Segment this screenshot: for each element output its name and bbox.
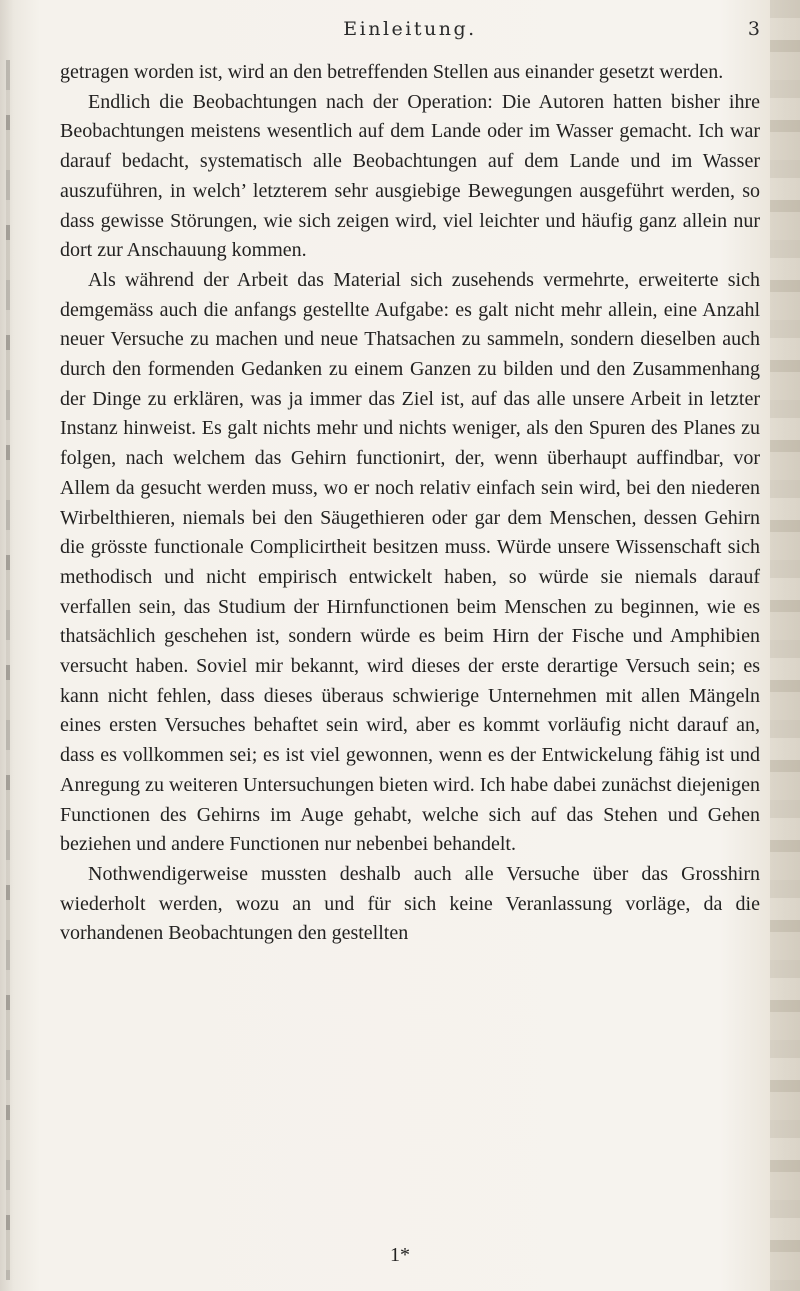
paragraph-3: Als während der Arbeit das Material sich zusehends vermehrte, erweiterte sich demgemäss auch die anfangs gestellte Aufgabe: es galt nicht mehr allein, eine Anzahl neuer Versuche zu machen und neue Thatsachen zu sammeln, sondern dieselben auch durch den formenden Gedanken zu einem Ganzen zu bilden und den Zusammenhang der Dinge zu erklären, was ja immer das Ziel ist, auf das alle unsere Arbeit in letzter Instanz hinweist. Es galt nichts mehr und nichts weniger, als den Spuren des Planes zu folgen, nach welchem das Gehirn functionirt, der, wenn überhaupt auffindbar, vor Allem da gesucht werden muss, wo er noch relativ einfach sein wird, bei den niederen Wirbelthieren, niemals bei den Säugethieren oder gar dem Menschen, dessen Gehirn die grösste functionale Complicirtheit besitzen muss. Würde unsere Wissenschaft sich methodisch und nicht empirisch entwickelt haben, so würde sie niemals darauf verfallen sein, das Studium der Hirnfunctionen beim Menschen zu beginnen, wie es thatsächlich geschehen ist, sondern würde es beim Hirn der Fische und Amphibien versucht haben. Soviel mir bekannt, wird dieses der erste derartige Versuch sein; es kann nicht fehlen, dass dieses überaus schwierige Unternehmen mit allen Mängeln eines ersten Versuches behaftet sein wird, aber es kommt vorläufig nicht darauf an, dass es vollkommen sei; es ist viel gewonnen, wenn es der Entwickelung fähig ist und Anregung zu weiteren Untersuchungen bieten wird. Ich habe dabei zunächst diejenigen Functionen des Gehirns im Auge gehabt, welche sich auf das Stehen und Gehen beziehen und andere Functionen nur nebenbei behandelt.	[60, 268, 760, 856]
page-edge-right	[770, 0, 800, 1291]
running-title: Einleitung.	[343, 18, 477, 40]
body-text	[60, 58, 760, 949]
binding-gutter-left	[6, 60, 10, 1280]
paragraph-2: Endlich die Beobachtungen nach der Operation: Die Autoren hatten bisher ihre Beobachtungen meistens wesentlich auf dem Lande oder im Wasser gemacht. Ich war darauf bedacht, systematisch alle Beobachtungen auf dem Lande und im Wasser auszuführen, in welch’ letzterem sehr ausgiebige Bewegungen ausgeführt werden, so dass gewisse Störungen, wie sich zeigen wird, viel leichter und häufig ganz allein nur dort zur Anschauung kommen.	[60, 90, 760, 262]
page-number: 3	[747, 18, 760, 40]
paragraph-1: getragen worden ist, wird an den betreffenden Stellen aus einander gesetzt werden.	[60, 61, 724, 83]
page-header	[60, 14, 760, 44]
paragraph-4: Nothwendigerweise mussten deshalb auch alle Versuche über das Grosshirn wiederholt werden, wozu an und für sich keine Veranlassung vorläge, da die vorhandenen Beobachtungen den gestellten	[60, 862, 760, 945]
signature-mark: 1*	[390, 1244, 410, 1266]
